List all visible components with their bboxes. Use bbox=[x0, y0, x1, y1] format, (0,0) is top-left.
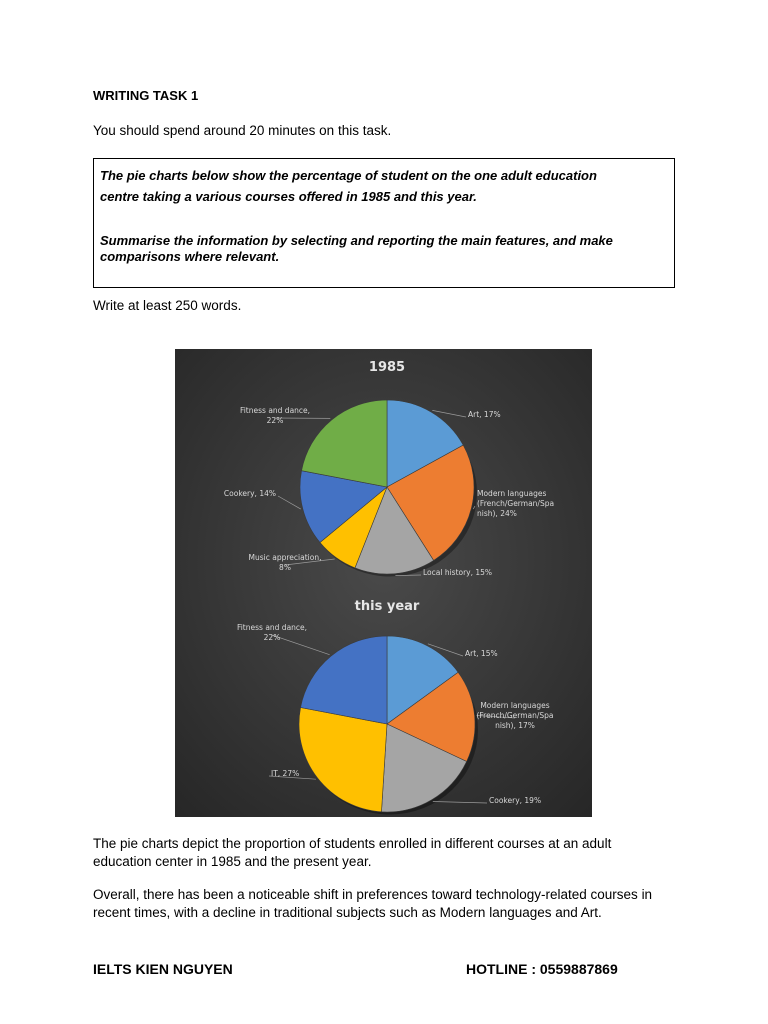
slice-label: Fitness and dance, 22% bbox=[236, 623, 308, 642]
time-note: You should spend around 20 minutes on this task. bbox=[93, 123, 392, 138]
pie-title: this year bbox=[354, 599, 420, 614]
slice-label: Art, 17% bbox=[468, 410, 501, 419]
prompt-line-2: centre taking a various courses offered in 1985 and this year. bbox=[100, 189, 477, 204]
body-paragraph-2: Overall, there has been a noticeable shift in preferences toward technology-related courses in recent times, with a decline in traditional subjects such as Modern languages and Art. bbox=[93, 887, 653, 920]
slice-label: Cookery, 14% bbox=[223, 489, 276, 498]
slice-label: Modern languages (French/German/Spa nish), 24% bbox=[477, 489, 555, 518]
task-title: WRITING TASK 1 bbox=[93, 88, 199, 103]
slice-label: Music appreciation, 8% bbox=[248, 553, 322, 572]
slice-label: Art, 15% bbox=[465, 649, 498, 658]
slice-label: Fitness and dance, 22% bbox=[239, 406, 311, 425]
word-count-note: Write at least 250 words. bbox=[93, 298, 242, 313]
slice-label: IT, 27% bbox=[271, 769, 300, 778]
footer-brand: IELTS KIEN NGUYEN bbox=[93, 961, 233, 977]
slice-label: Local history, 15% bbox=[423, 568, 493, 577]
pie-charts-figure bbox=[175, 349, 592, 817]
footer-hotline: HOTLINE : 0559887869 bbox=[466, 961, 618, 977]
prompt-line-1: The pie charts below show the percentage of student on the one adult education bbox=[100, 168, 597, 183]
body-paragraph-1: The pie charts depict the proportion of students enrolled in different courses at an adult education center in 1985 and the present year. bbox=[93, 836, 612, 869]
instructions-box bbox=[93, 158, 675, 288]
pie-charts-svg bbox=[175, 349, 592, 817]
pie-title: 1985 bbox=[368, 360, 406, 375]
instruction-text: Summarise the information by selecting and reporting the main features, and make comparisons where relevant. bbox=[100, 233, 613, 264]
slice-label: Cookery, 19% bbox=[489, 796, 542, 805]
slice-label: Modern languages (French/German/Spa nish), 17% bbox=[476, 701, 554, 730]
